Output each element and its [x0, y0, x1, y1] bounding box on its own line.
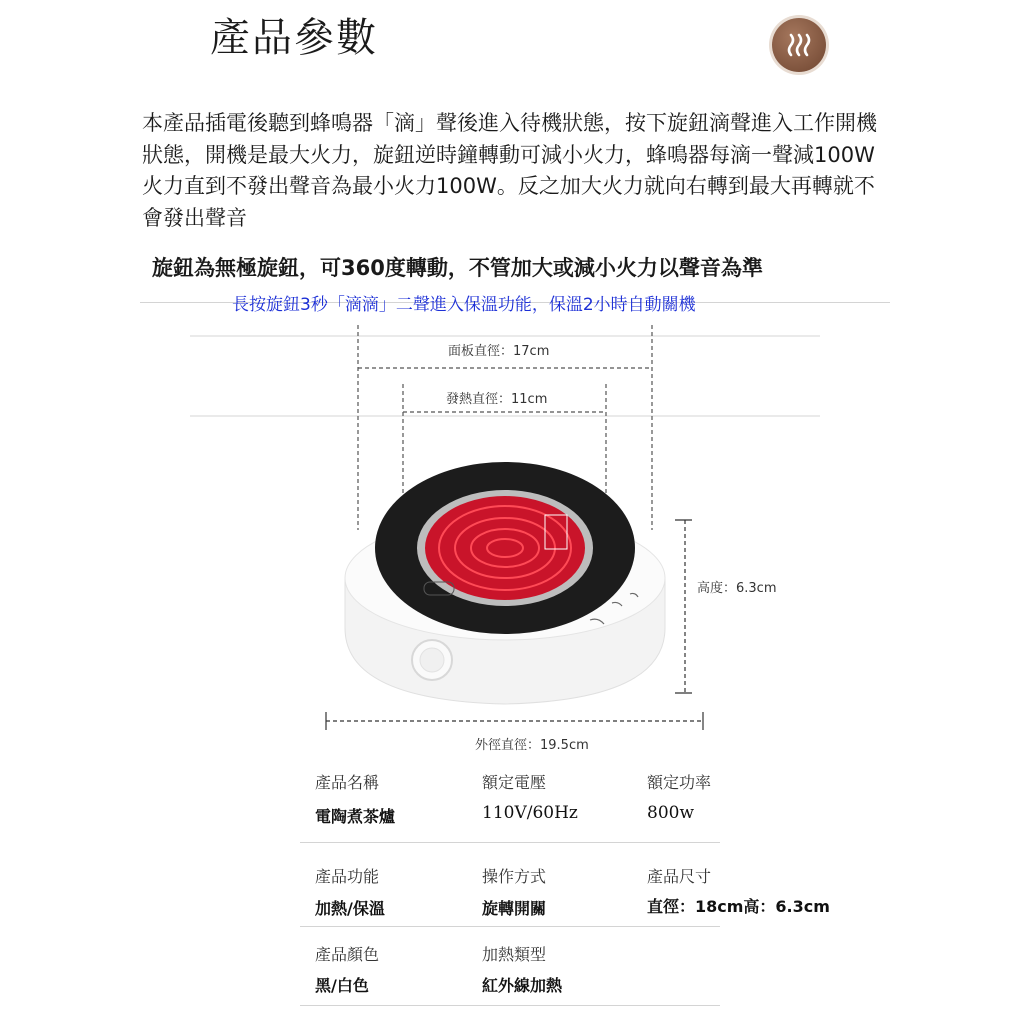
intro-paragraph: 本產品插電後聽到蜂鳴器「滴」聲後進入待機狀態，按下旋鈕滴聲進入工作開機狀態，開機是最大火力，旋鈕逆時鐘轉動可減小火力，蜂鳴器每滴一聲減100W火力直到不發出聲音為最小火力100W。反之加大火力就向右轉到最大再轉就不會發出聲音 [142, 111, 877, 230]
long-press-note: 長按旋鈕3秒「滴滴」二聲進入保溫功能，保溫2小時自動關機 [232, 295, 696, 315]
spec-label: 額定功率 [647, 773, 712, 792]
cooker-illustration [345, 462, 665, 704]
spec-value: 黑/白色 [315, 976, 369, 995]
height-label: 高度：6.3cm [694, 577, 780, 596]
spec-value: 直徑：18cm高：6.3cm [647, 897, 830, 916]
table-divider [300, 926, 720, 927]
spec-label: 額定電壓 [482, 773, 547, 792]
spec-value: 紅外線加熱 [482, 976, 563, 995]
spec-label: 加熱類型 [482, 945, 547, 964]
spec-label: 產品名稱 [315, 773, 380, 792]
knob-note: 旋鈕為無極旋鈕，可360度轉動，不管加大或減小火力以聲音為準 [152, 256, 763, 280]
spec-label: 產品尺寸 [647, 867, 712, 886]
spec-label: 產品功能 [315, 867, 380, 886]
table-divider [300, 1005, 720, 1006]
page-title: 產品參數 [210, 15, 378, 61]
spec-value: 電陶煮茶爐 [315, 807, 396, 826]
spec-value: 加熱/保溫 [315, 899, 385, 918]
dimension-diagram [0, 320, 1024, 740]
spec-label: 操作方式 [482, 867, 547, 886]
spec-label: 產品顏色 [315, 945, 380, 964]
spec-value: 800w [647, 803, 694, 823]
spec-value: 110V/60Hz [482, 803, 578, 823]
table-divider [300, 842, 720, 843]
steam-icon [772, 18, 826, 72]
panel-diameter-label: 面板直徑：17cm [445, 340, 552, 359]
steam-badge [772, 18, 826, 72]
outer-diameter-label: 外徑直徑：19.5cm [472, 734, 592, 753]
heating-diameter-label: 發熱直徑：11cm [443, 388, 550, 407]
spec-value: 旋轉開關 [482, 899, 547, 918]
